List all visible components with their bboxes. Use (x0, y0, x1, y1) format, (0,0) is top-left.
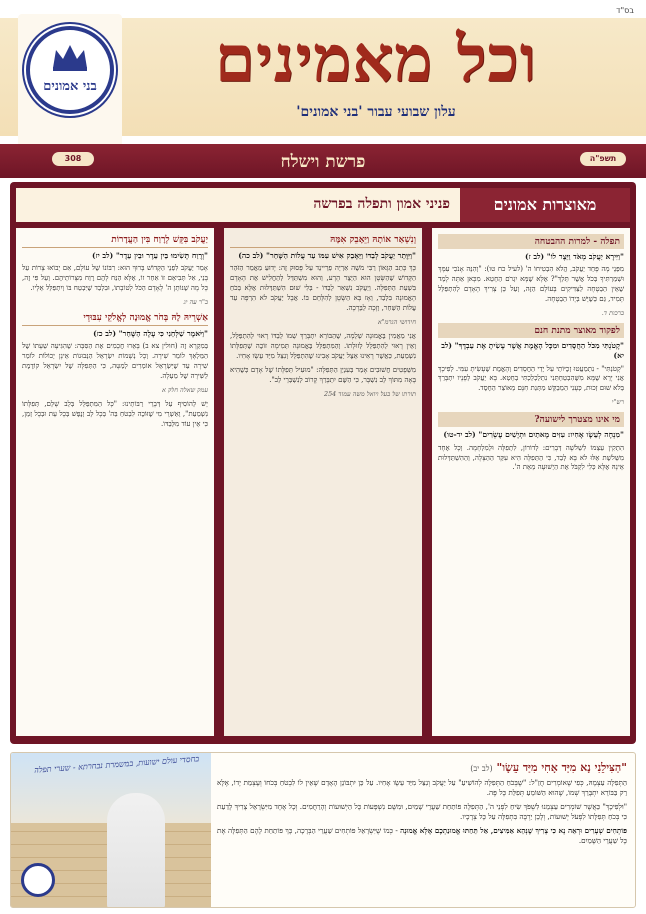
article-body: יֵשׁ לְהוֹסִיף עַל דְּבָרֵי רַבּוֹתֵינוּ: "כָּל הַמִּתְפַּלֵּל בְּלֵב שָׁלֵם, תְּפִלָּתוֹ נִשְׁמַעַת", וְאַשְׁרֵי מִי שֶׁזּוֹכֶה לִבְטֹחַ בַּה' בְּכָל לֵב וְנֶפֶשׁ בְּכָל עֵת וּבְכָל זְמַן, כִּי אֵין עוֹד מִלְּבַדּוֹ. (22, 400, 208, 428)
bsd-mark: בס"ד (616, 6, 634, 15)
footer-logo (21, 863, 55, 897)
publication-subtitle: עלון שבועי עבור 'בני אמונים' (296, 104, 456, 120)
footer-article (217, 761, 627, 850)
article-verse: "וַיִּירָא יַעֲקֹב מְאֹד וַיֵּצֶר לוֹ" (לב ז) (524, 252, 624, 261)
article-verse: "וַיֹּאמֶר שַׁלְּחֵנִי כִּי עָלָה הַשָּׁחַר" (לב כז) (93, 329, 208, 339)
footer-title-text: "הַצִּילֵנִי נָא מִיַּד אָחִי מִיַּד עֵשָׂו" (496, 761, 627, 774)
issue-number: 308 (52, 152, 94, 166)
footer-text: - כְּמוֹ שֶׁיִּשְׂרָאֵל פּוֹתְחִים שַׁעֲרֵי הַבְּרָכָה, כָּךְ פּוֹתַחַת לָהֶם הַתְּפִלָּה אֶת כָּל שַׁעֲרֵי הַשָּׁמַיִם. (217, 825, 627, 846)
article-source: תורתו של בעל ויואל משה עמוד 254 (324, 389, 416, 398)
article-body: הִתְקִין עַצְמוֹ לִשְׁלֹשָׁה דְּבָרִים: לְדוֹרוֹן, לִתְפִלָּה וּלְמִלְחָמָה. וְכָל אֶחָד מִשְּׁלֹשֶׁת אֵלּוּ לֹא בָּא לְבַד, כִּי הַתְּפִלָּה הִיא עִקַּר הַהַצָּלָה, וְהַהִשְׁתַּדְּלוּת אֵינָהּ אֶלָּא כְּלִי לִקְבֹּל אֶת הַיְשׁוּעָה מֵאֵת ה'. (438, 443, 624, 472)
article-title: תפלה - למרות ההבטחה (438, 234, 624, 249)
footer-paragraph: הַתְּפִלָּה עַצְמָהּ, כְּפִי שֶׁאוֹמְרִים חֲזַ"ל: "שֶׁבְּכֹחַ הַתְּפִלָּה לְהוֹשִׁיעַ" עַל יַעֲקֹב וְנִצַּל מִיַּד עֵשָׂו אָחִיו. עַל כֵּן יִתְבּוֹנֵן הָאָדָם שֶׁאֵין לוֹ לִבְטֹחַ בְּכֹחוֹ וְעָצְמַת יָדוֹ, אֶלָּא רַק בַּבּוֹרֵא יִתְבָּרַךְ שְׁמוֹ, שֶׁהוּא הַשּׁוֹמֵעַ תְּפִלַּת כָּל פֶּה. (217, 778, 627, 798)
section-header (16, 188, 630, 222)
article-verse: "וְרֶוַח תָּשִׂימוּ בֵּין עֵדֶר וּבֵין עֵדֶר" (לב יז) (92, 251, 208, 260)
year-badge: תשפ"ה (580, 152, 626, 166)
footer-paragraph (217, 826, 627, 847)
footer-panel (10, 752, 636, 908)
masthead (0, 14, 646, 164)
article-verse: "וַיִּוָּתֵר יַעֲקֹב לְבַדּוֹ וַיֵּאָבֵק אִישׁ עִמּוֹ עַד עֲלוֹת הַשָּׁחַר" (לב כה) (238, 251, 416, 260)
footer-bold-text: פּוֹתְחִים שְׁעָרִים וּרְאֵה נָא כִּי צָרִיךְ שֶׁנְּהֵא אַמִּיצִים, אַל תֵּחַתּוּ אֱמוּנַתְכֶם אֶלָּא אֱמוּנָה (400, 825, 627, 835)
publication-title: וכל מאמינים (214, 22, 538, 97)
article-body: אָמַר יַעֲקֹב לִפְנֵי הַקָּדוֹשׁ בָּרוּךְ הוּא: רִבּוֹנוֹ שֶׁל עוֹלָם, אִם יָבוֹאוּ צָרוֹת עַל בָּנַי, אַל תְּבִיאֵם זוֹ אַחַר זוֹ, אֶלָּא הַנַּח לָהֶם רֶוַח מִצָּרוֹתֵיהֶם. וְעַל פִּי זֶה, כָּל מָה שֶׁנּוֹתֵן ה' לָאָדָם הַכֹּל לְטוֹבָתוֹ, וּבִלְבַד שֶׁיִּבְטַח בּוֹ וְיִתְפַּלֵּל אֵלָיו. (22, 264, 208, 293)
crown-icon (50, 42, 90, 72)
logo-name: בני אמונים (43, 79, 97, 94)
article-body: "קָטֹנְתִּי" - נִתְמַעֲטוּ זְכֻיּוֹתַי עַל יְדֵי הַחֲסָדִים וְהָאֱמֶת שֶׁעָשִׂיתָ עִמִּי. לְפִיכָךְ אֲנִי יָרֵא שֶׁמָּא מִשֶּׁהִבְטַחְתַּנִי נִתְלַכְלַכְתִּי בְחֵטְא. בָּא יַעֲקֹב לְפָנָיו יִתְבָּרַךְ בְּלֹא שׁוּם זְכוּת, כְּעָנִי הַמְבַקֵּשׁ מַתְּנַת חִנָּם מֵאוֹצַר הַחֶסֶד. (438, 364, 624, 393)
column-right (432, 228, 630, 736)
footer-title (217, 761, 627, 774)
article-title: מי אינו מצטרך לישועה? (438, 412, 624, 427)
article-title: לפקוד מאוצר מתנת חנם (438, 323, 624, 338)
column-middle (224, 228, 422, 736)
article-title: וְנִשְׁאַר אוֹתָהּ וַיֵּאָבֵק אִמָּהּ (230, 234, 416, 248)
article-title: אַשְׁרֵיהּ לָהּ בְּחֹר אֱמוּנָה לְאֱלֹקֵי עִבּוּדֵי (22, 312, 208, 326)
section-title: פניני אמון ותפלה בפרשה (313, 196, 450, 212)
article-source: ב"ר עה יג (183, 298, 208, 307)
footer-paragraph: "וּלְפִיכָךְ" כַּאֲשֶׁר שׁוֹמְרִים עַצְמֵנוּ לִשְׁפֹּךְ שִׂיחַ לִפְנֵי ה', הַתְּפִלָּה פּוֹתַחַת שַׁעֲרֵי שָׁמַיִם, וּמִשָּׁם נִשְׁפָּעוֹת כָּל הַיְשׁוּעוֹת וְהָרַחֲמִים. וְכָל אֶחָד מִיִּשְׂרָאֵל צָרִיךְ לָדַעַת כִּי בְּכֹחַ תְּפִלָּתוֹ לִפְעֹל יְשׁוּעוֹת, וְלָכֵן יַרְבֶּה בִּתְפִלָּה עַל כָּל צְרָכָיו. (217, 801, 627, 822)
logo (18, 14, 122, 164)
article-body: מִפְּנֵי מָה פָּחַד יַעֲקֹב, הֲלֹא הִבְטִיחוֹ ה' (לעיל כח טו): "וְהִנֵּה אָנֹכִי עִמָּךְ וּשְׁמַרְתִּיךָ בְּכֹל אֲשֶׁר תֵּלֵךְ"? אֶלָּא שֶׁמָּא יִגְרֹם הַחֵטְא. מִכָּאן אַתָּה לָמֵד שֶׁאֵין הַבְטָחָה לַצַּדִּיקִים בָּעוֹלָם הַזֶּה, וְעַל כֵּן צָרִיךְ הָאָדָם לְהִתְפַּלֵּל תָּמִיד, גַּם כְּשֶׁיֵּשׁ בְּיָדוֹ הַבְטָחָה. (438, 265, 624, 304)
article-source: ברכות ד. (601, 309, 624, 317)
column-left (16, 228, 214, 736)
article-source: רש"י (611, 398, 624, 407)
footer-title-ref: (לב יב) (470, 764, 493, 773)
article-title: יַעֲקֹב בִּקֵּשׁ לְרָוַח בִּין הַעֲדָרוֹת (22, 234, 208, 248)
article-source: חידושי הגרמ"א (377, 317, 416, 326)
praying-person-image (107, 793, 165, 908)
section-label: מאוצרות אמונים (460, 188, 630, 222)
main-panel (10, 182, 636, 744)
article-body: בְּמִקְרָא זֶה (חולין צא ב) בָּאֵרוּ חֲכָמִים אֶת הַסִּבָּה: שֶׁהִגִּיעָה שְׁעָתוֹ שֶׁל הַמַּלְאָךְ לוֹמַר שִׁירָה. וְכָל נְשָׁמוֹת יִשְׂרָאֵל הַנְּבוּנוֹת אֵינָן יְכוֹלוֹת לוֹמַר שִׁירָה עַד שֶׁיִּשְׂרָאֵל אוֹמְרִים לְמַטָּה, כִּי הַתְּפִלָּה שֶׁל יִשְׂרָאֵל קוֹדֶמֶת לַשִּׁירָה שֶׁל מַעְלָה. (22, 342, 208, 381)
parasha-name: פרשת וישלח (280, 152, 366, 172)
article-body: אֲנִי מַאֲמִין בֶּאֱמוּנָה שְׁלֵמָה, שֶׁהַבּוֹרֵא יִתְבָּרַךְ שְׁמוֹ לְבַדּוֹ רָאוּי לְהִתְפַּלֵּל, וְאֵין רָאוּי לְהִתְפַּלֵּל לְזוּלָתוֹ. וְהַמִּתְפַּלֵּל בֶּאֱמוּנָה תְּמִימָה זוֹכֶה שֶׁתְּפִלָּתוֹ נִשְׁמַעַת, כַּאֲשֶׁר רָאִינוּ אֵצֶל יַעֲקֹב אָבִינוּ שֶׁהִתְפַּלֵּל וְנִצַּל מִיַּד עֵשָׂו אָחִיו. (230, 331, 416, 360)
footer-photo (11, 753, 211, 908)
article-body: כָּךְ כָּתַב הַגָּאוֹן רַבִּי מֹשֶׁה אַרְיֵה פְרֵיינְד עַל פָּסוּק זֶה: יָדוּעַ מַאֲמַר הַזֹּהַר הַקָּדוֹשׁ שֶׁהַשָּׂטָן הוּא הַיֵּצֶר הָרָע, וְהוּא מִשְׁתַּדֵּל לְהַחֲלִישׁ אֶת הָאָדָם בִּשְׁעַת הַתְּפִלָּה. וְיַעֲקֹב נִשְׁאַר לְבַדּוֹ - בְּלִי שׁוּם הִשְׁתַּדְּלוּת אֶלָּא בְּכֹחַ הָאֱמוּנָה בִּלְבַד, וְאָז בָּא הַשָּׂטָן לְהִלָּחֵם בּוֹ. אֲבָל יַעֲקֹב לֹא הִרְפָּה עַד עֲלוֹת הַשַּׁחַר, וְזָכָה לַבְּרָכָה. (230, 264, 416, 312)
article-verse: "מִנְחָה לְעֵשָׂו אָחִיו: עִזִּים מָאתַיִם וּתְיָשִׁים עֶשְׂרִים" (לב יד-טו) (443, 430, 624, 440)
article-source: עמק שאלה חלק א (161, 386, 208, 395)
photo-caption: בחסדי עולם ישועות, במשמרת נבחרתא - שערי תפלה (33, 754, 200, 775)
article-body: מִשְּׁפָטִים חֲשׁוּבִים אָמַר בְּעִנְיַן הַתְּפִלָּה: "מוּעִיל תְּפִלָּתוֹ שֶׁל אָדָם כְּשֶׁהִיא בָּאָה מִתּוֹךְ לֵב נִשְׁבָּר, כִּי הַשֶּׁם יִתְבָּרַךְ קָרוֹב לְנִשְׁבְּרֵי לֵב". (230, 365, 416, 384)
logo-circle (26, 26, 114, 114)
article-verse: "קָטֹנְתִּי מִכֹּל הַחֲסָדִים וּמִכָּל הָאֱמֶת אֲשֶׁר עָשִׂיתָ אֶת עַבְדֶּךָ" (לב יא) (441, 341, 624, 361)
